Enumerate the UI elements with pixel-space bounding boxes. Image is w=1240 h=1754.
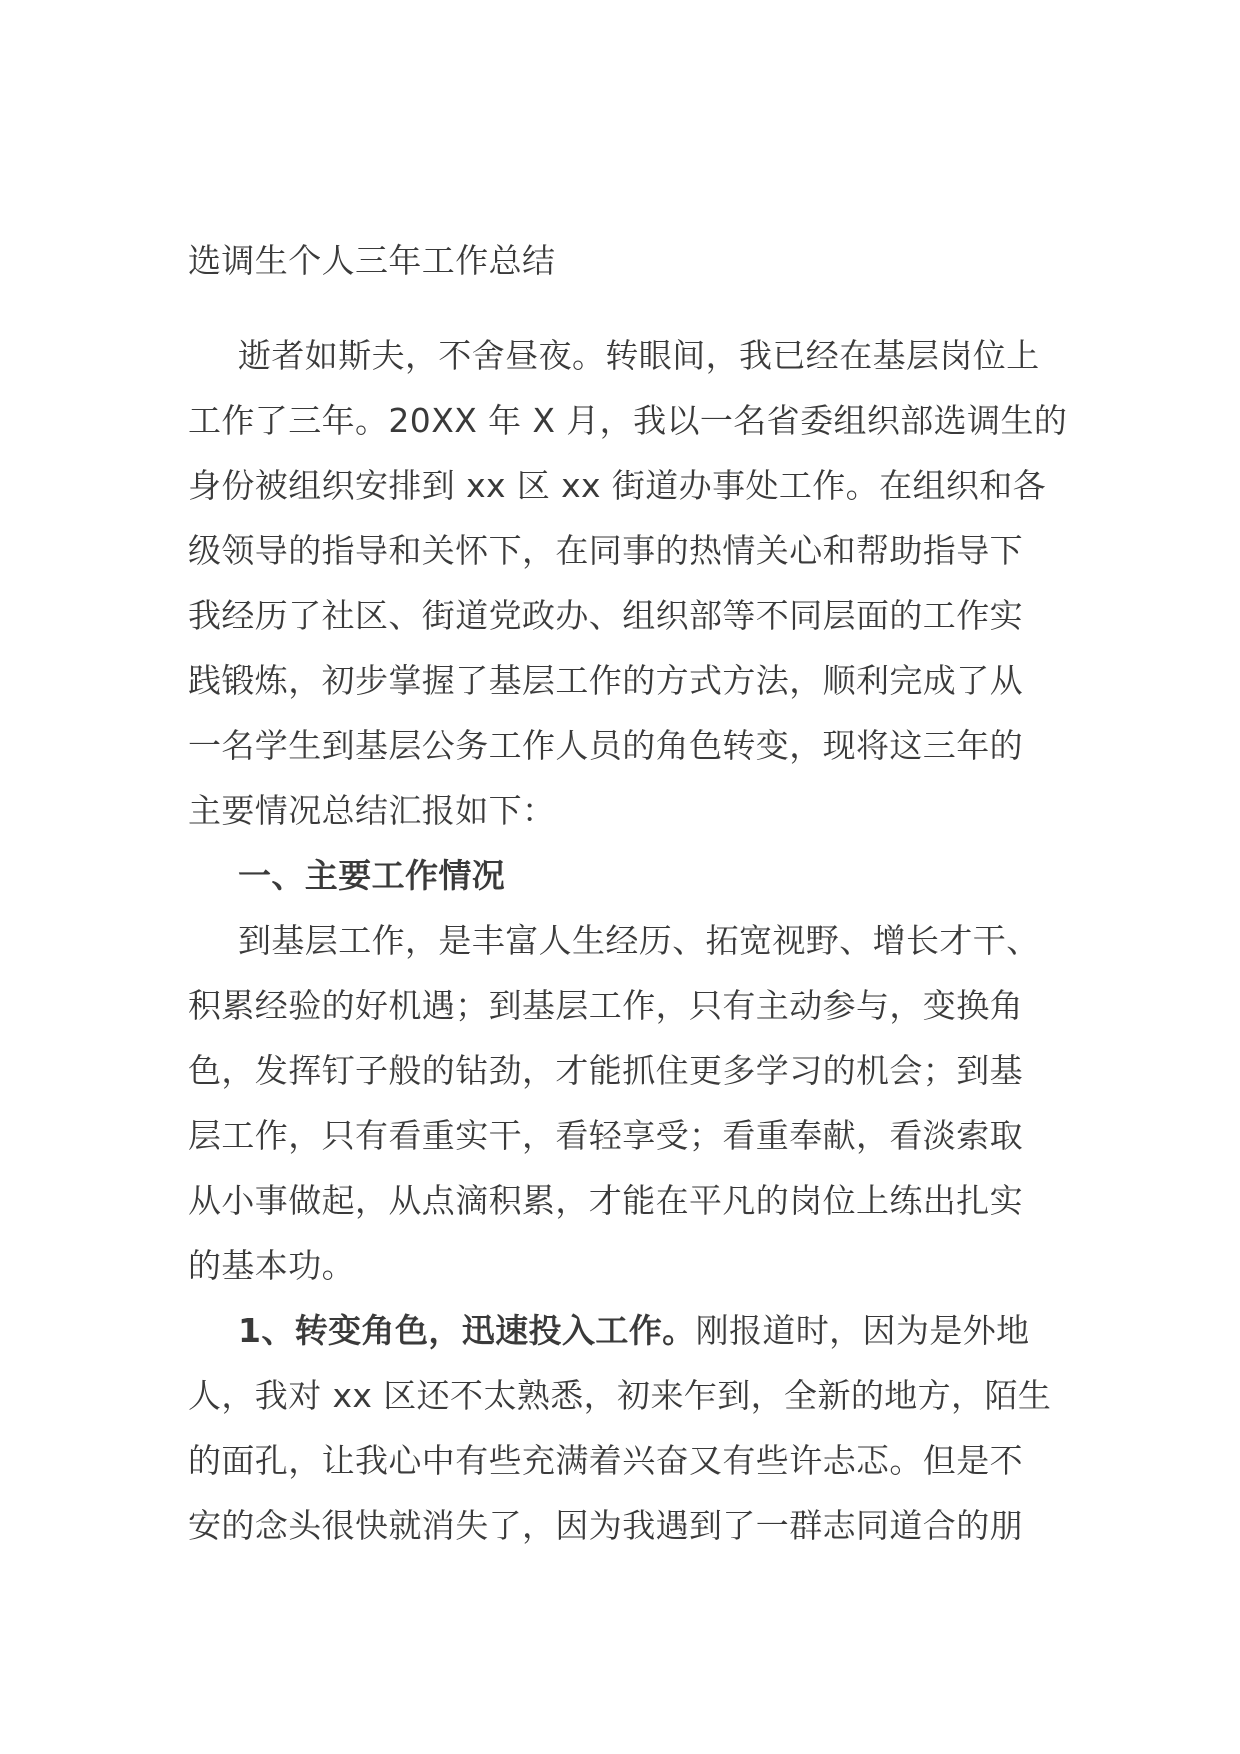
paragraph-line: 从小事做起，从点滴积累，才能在平凡的岗位上练出扎实 xyxy=(188,1181,1023,1220)
intro-paragraph xyxy=(188,323,1068,843)
item-text: 刚报道时，因为是外地 xyxy=(695,1311,1030,1350)
paragraph-line: 一名学生到基层公务工作人员的角色转变，现将这三年的 xyxy=(188,726,1023,765)
document-title: 选调生个人三年工作总结 xyxy=(188,241,556,280)
paragraph-line: 的基本功。 xyxy=(188,1246,355,1285)
paragraph-line: 层工作，只有看重实干，看轻享受；看重奉献，看淡索取 xyxy=(188,1116,1023,1155)
paragraph-line: 的面孔，让我心中有些充满着兴奋又有些许忐忑。但是不 xyxy=(188,1441,1023,1480)
paragraph-line: 到基层工作，是丰富人生经历、拓宽视野、增长才干、 xyxy=(238,921,1040,960)
item1-paragraph xyxy=(188,1298,1056,1558)
paragraph-line: 逝者如斯夫，不舍昼夜。转眼间，我已经在基层岗位上 xyxy=(238,336,1040,375)
paragraph-line: 色，发挥钉子般的钻劲，才能抓住更多学习的机会；到基 xyxy=(188,1051,1023,1090)
paragraph-line xyxy=(188,1298,1056,1363)
paragraph-line: 践锻炼，初步掌握了基层工作的方式方法，顺利完成了从 xyxy=(188,661,1023,700)
item-heading: 1、转变角色，迅速投入工作。 xyxy=(238,1311,696,1350)
paragraph-line: 积累经验的好机遇；到基层工作，只有主动参与，变换角 xyxy=(188,986,1023,1025)
paragraph-line: 级领导的指导和关怀下，在同事的热情关心和帮助指导下 xyxy=(188,531,1023,570)
paragraph-line: 主要情况总结汇报如下： xyxy=(188,791,556,830)
paragraph-line: 工作了三年。20XX 年 X 月，我以一名省委组织部选调生的 xyxy=(188,401,1068,440)
section1-paragraph xyxy=(188,908,1056,1298)
paragraph-line: 身份被组织安排到 xx 区 xx 街道办事处工作。在组织和各 xyxy=(188,466,1047,505)
paragraph-line: 我经历了社区、街道党政办、组织部等不同层面的工作实 xyxy=(188,596,1023,635)
paragraph-line: 人，我对 xx 区还不太熟悉，初来乍到，全新的地方，陌生 xyxy=(188,1376,1052,1415)
section-heading: 一、主要工作情况 xyxy=(238,856,506,895)
paragraph-line: 安的念头很快就消失了，因为我遇到了一群志同道合的朋 xyxy=(188,1506,1023,1545)
document-body xyxy=(188,228,1068,1558)
